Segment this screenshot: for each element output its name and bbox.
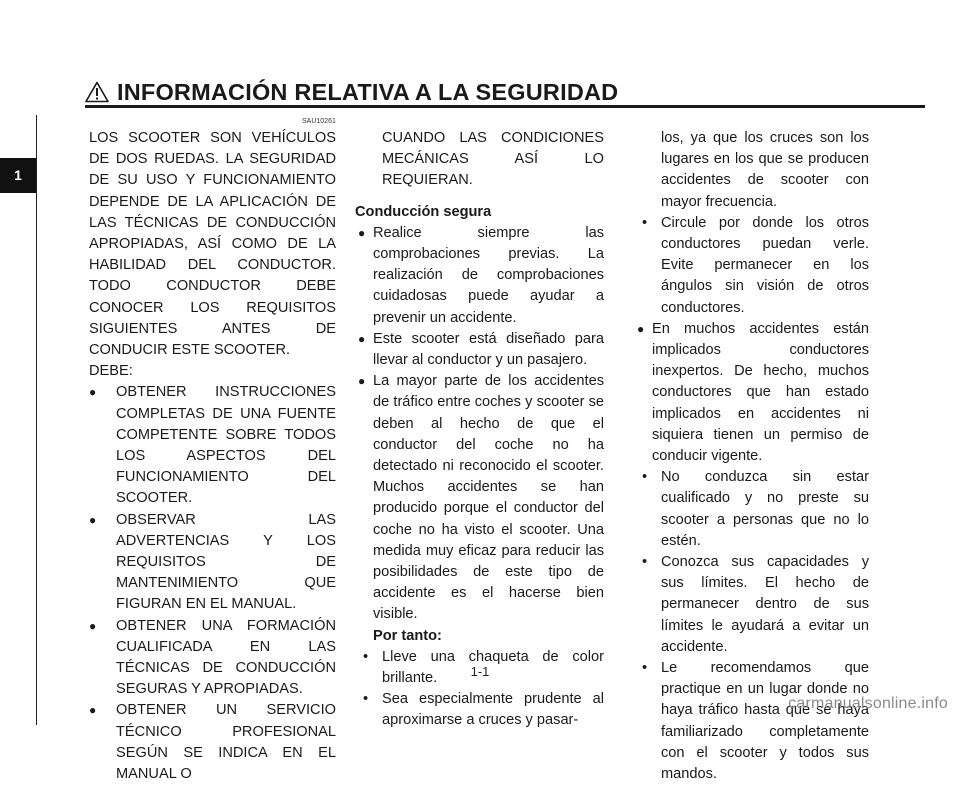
list-item: • Conozca sus capacidades y sus límites. El hecho de permanecer dentro de sus límites le ayudará a evitar un accidente.	[642, 554, 869, 655]
list-item: ● Realice siempre las comprobaciones previas. La realización de comprobaciones cuidadosas puede ayudar a prevenir un accidente.	[358, 224, 604, 326]
bullet-dot-icon: ●	[89, 512, 97, 527]
bullet-dot-icon: ●	[358, 374, 366, 389]
bullet-dot-icon: ●	[89, 385, 97, 400]
section-heading: Conducción segura	[355, 203, 492, 220]
page-number: 1-1	[470, 664, 490, 679]
doc-code: SAU10261	[302, 118, 336, 125]
bullet-dot-icon: ●	[358, 331, 366, 346]
bullet-small-icon: •	[642, 469, 648, 486]
chapter-tab: 1	[0, 158, 36, 193]
bullet-dot-icon: ●	[637, 321, 645, 336]
bullet-small-icon: •	[642, 554, 648, 571]
list-item: ● OBTENER UNA FORMACIÓN CUALIFICADA EN LAS TÉCNICAS DE CONDUCCIÓN SEGURAS Y APROPIADAS.	[89, 617, 336, 698]
continued-text: CUANDO LAS CONDICIONES MECÁNICAS ASÍ LO REQUIERAN.	[382, 130, 604, 189]
list-item: ● OBTENER INSTRUCCIONES COMPLETAS DE UNA FUENTE COMPETENTE SOBRE TODOS LOS ASPECTOS DEL FUNCIONAMIENTO DEL SCOOTER.	[89, 384, 336, 507]
bullet-dot-icon: ●	[89, 618, 97, 633]
list-item: • Sea especialmente prudente al aproximarse a cruces y pasar-	[363, 691, 604, 729]
list-item: • Le recomendamos que practique en un lugar donde no haya tráfico hasta que se haya familiarizado completamente con el scooter y todos sus mandos.	[642, 660, 869, 783]
bullet-small-icon: •	[642, 214, 648, 231]
bullet-small-icon: •	[363, 691, 369, 708]
bullet-small-icon: •	[363, 648, 369, 665]
bullet-dot-icon: ●	[89, 703, 97, 718]
column-3	[634, 128, 869, 785]
must-label: DEBE:	[89, 363, 133, 380]
intro-paragraph: LOS SCOOTER SON VEHÍCULOS DE DOS RUEDAS. LA SEGURIDAD DE SU USO Y FUNCIONAMIENTO DEPENDE DE LA APLICACIÓN DE LAS TÉCNICAS DE CONDUCCIÓN APROPIADAS, ASÍ COMO DE LA HABILIDAD DEL CONDUCTOR. TODO CONDUCTOR DEBE CONOCER LOS REQUISITOS SIGUIENTES ANTES DE CONDUCIR ESTE SCOOTER.	[89, 130, 336, 359]
list-item: • Circule por donde los otros conductores puedan verle. Evite permanecer en los ángulos sin visión de otros conductores.	[642, 214, 869, 316]
list-item: ● OBTENER UN SERVICIO TÉCNICO PROFESIONAL SEGÚN SE INDICA EN EL MANUAL O	[89, 702, 336, 783]
list-item: ● En muchos accidentes están implicados conductores inexpertos. De hecho, muchos conductores que han estado implicados en accidentes ni siquiera tienen un permiso de conducir vigente.	[637, 320, 869, 465]
continued-text: los, ya que los cruces son los lugares en los que se producen accidentes de scooter con mayor frecuencia.	[661, 130, 869, 210]
chapter-sidebar	[0, 115, 36, 725]
list-item: • No conduzca sin estar cualificado y no preste su scooter a personas que no lo estén.	[642, 469, 869, 549]
warning-triangle-icon	[85, 81, 109, 103]
title-underline	[85, 105, 925, 108]
list-item: ● OBSERVAR LAS ADVERTENCIAS Y LOS REQUISITOS DE MANTENIMIENTO QUE FIGURAN EN EL MANUAL.	[89, 511, 336, 613]
list-item: • Lleve una chaqueta de color brillante.	[363, 648, 604, 687]
watermark: carmanualsonline.info	[788, 695, 948, 712]
list-item: ● La mayor parte de los accidentes de tráfico entre coches y scooter se deben al hecho de que el conductor del coche no ha detectado ni reconocido el scooter. Muchos accidentes se han producido porque el conductor del coche no ha visto el scooter. Una medida muy eficaz para reducir las posibilidades de este tipo de accidente es el hacerse bien visible.	[358, 373, 604, 623]
column-2	[355, 128, 604, 732]
bullet-small-icon: •	[642, 660, 648, 677]
sidebar-divider	[36, 115, 37, 725]
column-1	[89, 128, 336, 785]
section-title: INFORMACIÓN RELATIVA A LA SEGURIDAD	[117, 79, 619, 105]
list-item: ● Este scooter está diseñado para llevar al conductor y un pasajero.	[358, 330, 604, 369]
therefore-label: Por tanto:	[373, 627, 442, 644]
bullet-dot-icon: ●	[358, 225, 366, 240]
page-header	[85, 78, 925, 108]
